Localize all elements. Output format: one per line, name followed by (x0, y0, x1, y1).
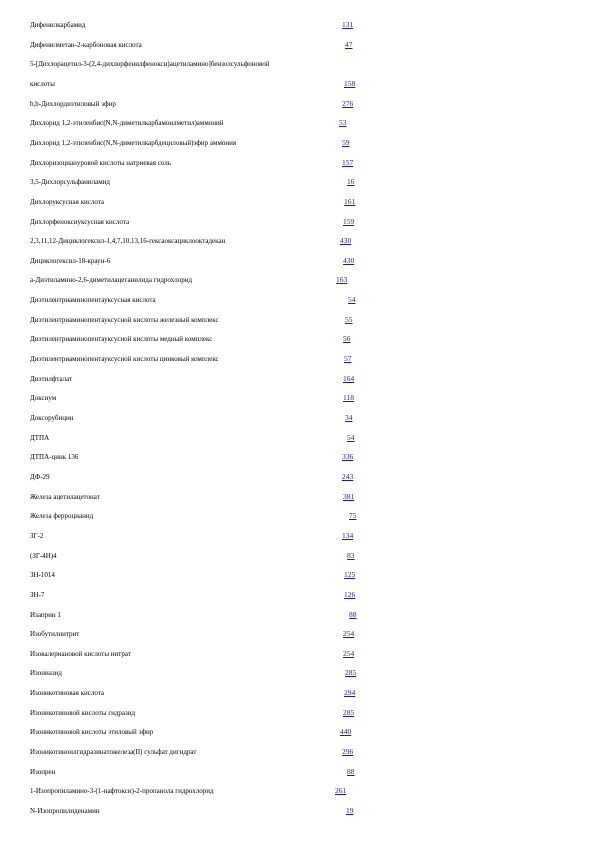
entry-page-link[interactable]: 163 (336, 275, 348, 285)
entry-term: Изоникотиновой кислоты гидразид (30, 708, 136, 717)
entry-page-link[interactable]: 261 (335, 786, 347, 796)
entry-term: Изониазид (30, 669, 62, 678)
entry-term: Дифенилкарбамид (30, 21, 86, 29)
entry-page-link[interactable]: 57 (344, 354, 352, 364)
entry-term: Изовалериановой кислоты нитрат (30, 649, 131, 658)
entry-page-link[interactable]: 131 (342, 20, 354, 29)
entry-page-link[interactable]: 126 (344, 589, 356, 599)
entry-term: Дихлорид 1,2-этиленбис(N,N-диметилкарбдециловый)эфир аммония (30, 138, 237, 147)
entry-term: ДТПА (30, 433, 50, 442)
entry-term: ДТПА-цинк 136 (30, 453, 79, 462)
entry-page-link[interactable]: 125 (344, 570, 356, 580)
entry-page-link[interactable]: 158 (344, 78, 356, 88)
entry-term: b,b-Дихлордиэтиловый эфир (30, 99, 116, 108)
entry-term: Доксорубицин (30, 414, 74, 422)
entry-page-link[interactable]: 285 (343, 707, 355, 717)
entry-term: ЗН-1014 (30, 571, 55, 580)
entry-term: Диэтилентриаминопентауксусной кислоты медный комплекс (30, 335, 213, 344)
entry-page-link[interactable]: 55 (345, 314, 353, 324)
entry-page-link[interactable]: 430 (340, 236, 352, 246)
entry-page-link[interactable]: 430 (343, 255, 355, 265)
entry-page-link[interactable]: 56 (343, 334, 351, 344)
entry-term: Дихлорид 1,2-этиленбис(N,N-диметилкарбамоилметил)аммоний (30, 119, 224, 128)
entry-page-link[interactable]: 381 (343, 491, 355, 501)
entry-page-link[interactable]: 34 (345, 413, 353, 422)
entry-term: Диэтилфталат (30, 374, 73, 383)
entry-term: Диэтилентриаминопентауксусной кислоты железный комплекс (30, 315, 219, 324)
entry-term: 5-[Дихлорацетил-3-(2,4-дихлорфенилфенокси)ацетиламино]бензолсульфоновой (30, 60, 270, 69)
entry-term: Железа ацетилацетонат (30, 492, 100, 501)
entry-term: 3,5-Дихлорсульфаниламид (30, 178, 110, 187)
entry-term: Железа ферроцианид (30, 512, 94, 521)
entry-term: Изаприн 1 (30, 610, 61, 619)
entry-page-link[interactable]: 19 (346, 806, 354, 815)
entry-page-link[interactable]: 294 (344, 688, 356, 698)
entry-page-link[interactable]: 243 (342, 471, 354, 481)
entry-page-link[interactable]: 276 (342, 98, 354, 108)
entry-term: Дихлоруксусная кислота (30, 197, 104, 206)
entry-page-link[interactable]: 75 (349, 511, 357, 521)
entry-page-link[interactable]: 16 (347, 177, 355, 187)
entry-page-link[interactable]: 53 (339, 118, 347, 128)
entry-page-link[interactable]: 134 (342, 530, 354, 540)
entry-term: Дициклогексил-18-краун-6 (30, 256, 111, 265)
entry-term-continuation: кислоты (30, 79, 55, 88)
entry-term: Дихлорфеноксиуксусная кислота (30, 217, 130, 226)
entry-page-link[interactable]: 440 (340, 727, 352, 737)
entry-term: N-Изопропилиденамин (30, 807, 100, 815)
entry-term: 2,3,11,12-Дициклогексил-1,4,7,10,13,16-гексаоксациклооктадекан (30, 237, 226, 246)
entry-page-link[interactable]: 54 (348, 295, 356, 305)
entry-page-link[interactable]: 157 (342, 157, 354, 167)
entry-term: 1-Изопропиламино-3-(1-нафтокси)-2-пропанола гидрохлорид (30, 787, 214, 796)
entry-page-link[interactable]: 47 (345, 39, 353, 49)
entry-term: Изоникотиноилгидразинатожелеза(II) сульфат дигидрат (30, 748, 197, 757)
entry-page-link[interactable]: 254 (343, 629, 355, 639)
entry-term: ЗН-7 (30, 590, 45, 599)
entry-page-link[interactable]: 88 (349, 609, 357, 619)
entry-page-link[interactable]: 161 (344, 196, 356, 206)
entry-term: Доксиум (30, 394, 57, 403)
entry-term: Дифенилметан-2-карбоновая кислота (30, 40, 142, 49)
entry-page-link[interactable]: 296 (342, 747, 354, 757)
entry-term: Изоникотиновой кислоты этиловый эфир (30, 728, 154, 737)
entry-term: Диэтилентриаминопентауксусной кислоты цинковый комплекс (30, 355, 219, 364)
entry-term: (ЗГ-4Н)4 (30, 551, 57, 560)
entry-term: Изобутилнитрит (30, 630, 80, 639)
entry-term: a-Диэтиламино-2,6-диметилацетанилида гидрохлорид (30, 276, 193, 285)
entry-page-link[interactable]: 83 (347, 550, 355, 560)
entry-page-link[interactable]: 164 (343, 373, 355, 383)
entry-page-link[interactable]: 54 (347, 432, 355, 442)
entry-page-link[interactable]: 118 (343, 393, 354, 403)
entry-term: Дихлоризоциануровой кислоты натриевая соль (30, 158, 171, 167)
entry-page-link[interactable]: 285 (345, 668, 357, 678)
entry-page-link[interactable]: 254 (343, 648, 355, 658)
entry-page-link[interactable]: 336 (342, 452, 354, 462)
entry-term: Изопрен (30, 767, 56, 776)
entry-page-link[interactable]: 88 (347, 766, 355, 776)
entry-term: Диэтилентриаминопентауксусная кислота (30, 296, 156, 305)
entry-page-link[interactable]: 159 (343, 216, 355, 226)
entry-term: Изоникотиновая кислота (30, 689, 104, 698)
entry-term: ЗГ-2 (30, 531, 44, 540)
entry-page-link[interactable]: 59 (342, 137, 350, 147)
entry-term: ДФ-29 (30, 472, 50, 481)
